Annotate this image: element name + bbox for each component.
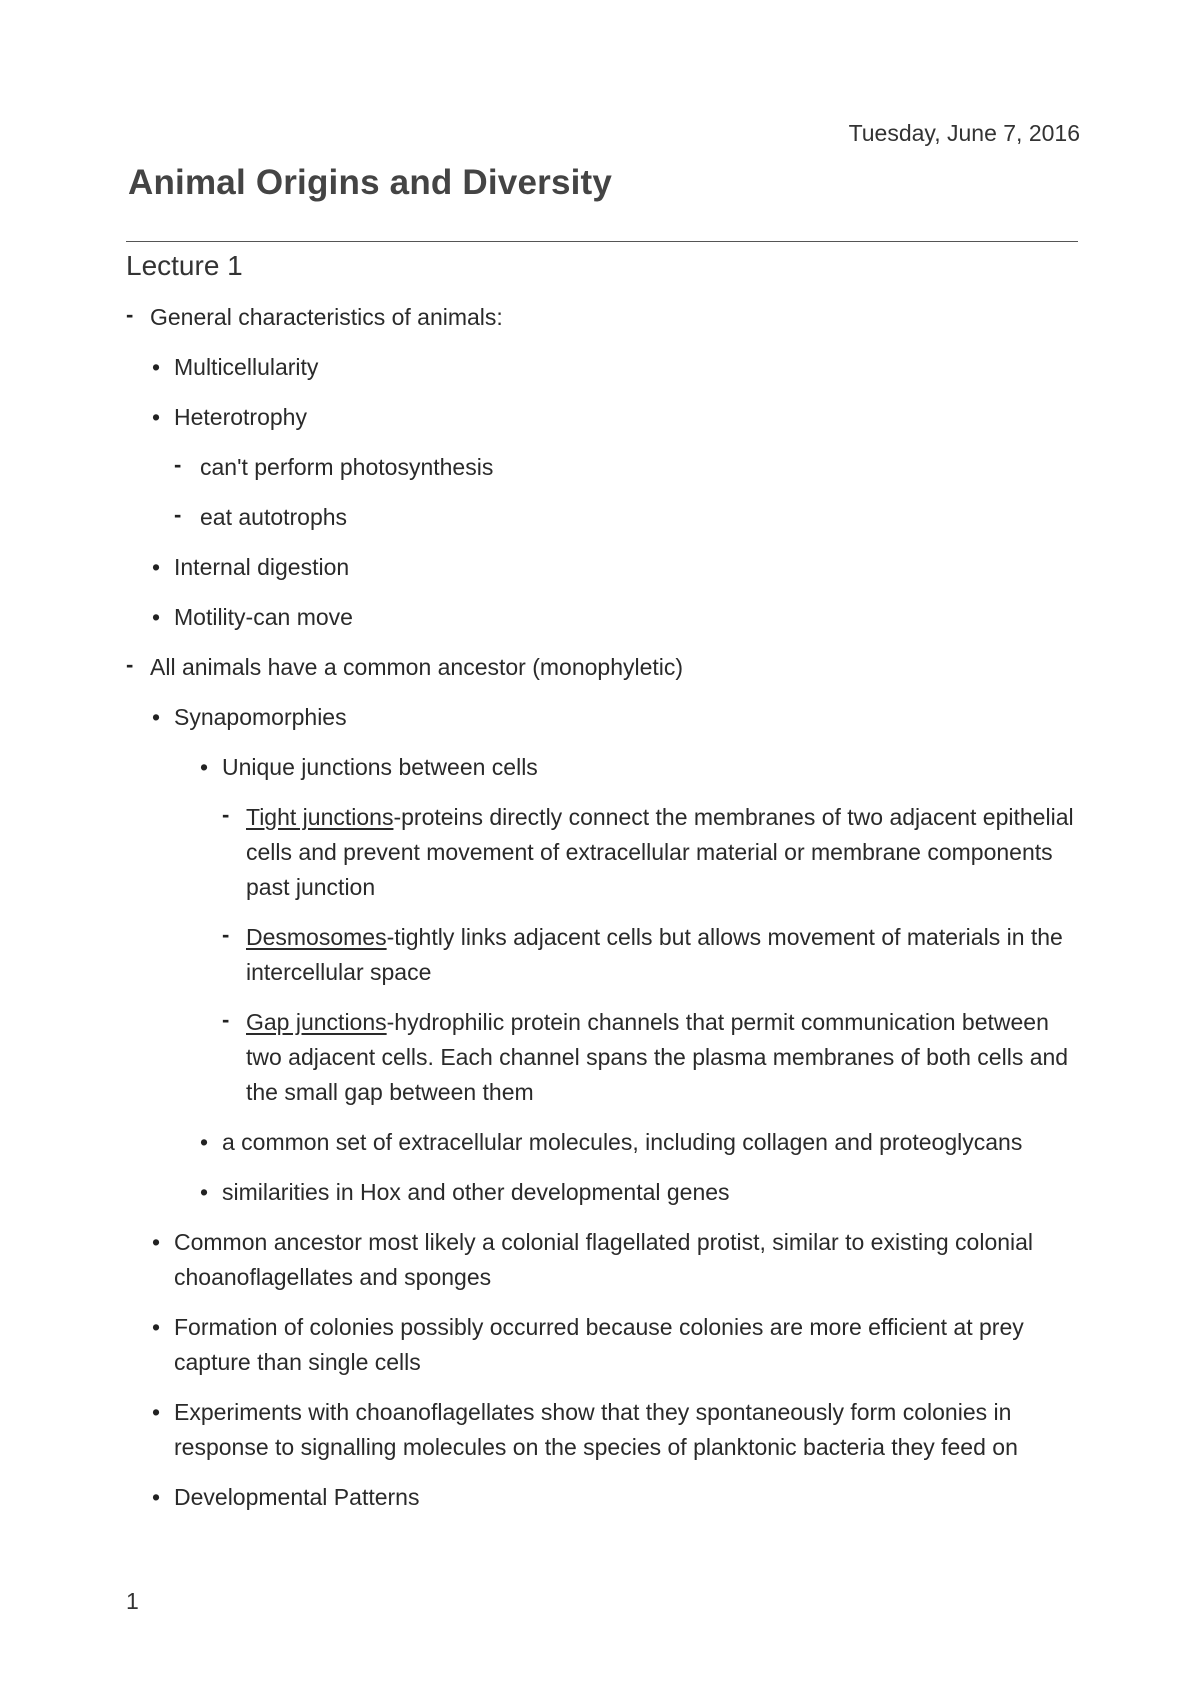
list-item	[126, 1005, 1076, 1110]
bullet-marker: •	[152, 1314, 161, 1340]
item-text: Unique junctions between cells	[222, 754, 538, 780]
list-item	[126, 750, 1076, 785]
item-text: Synapomorphies	[174, 704, 347, 730]
bullet-marker: •	[152, 1229, 161, 1255]
item-text: Motility-can move	[174, 604, 353, 630]
page-number: 1	[126, 1588, 139, 1614]
list-item	[126, 450, 1076, 485]
page-title: Animal Origins and Diversity	[128, 163, 613, 202]
bullet-marker: •	[152, 354, 161, 380]
notes-list	[126, 300, 1076, 1530]
list-item	[126, 650, 1076, 685]
dash-marker: -	[126, 652, 134, 677]
item-text: Heterotrophy	[174, 404, 307, 430]
item-text: Common ancestor most likely a colonial flagellated protist, similar to existing colonial choanoflagellates and sponges	[174, 1229, 1034, 1290]
list-item	[126, 350, 1076, 385]
item-text: Formation of colonies possibly occurred because colonies are more efficient at prey capture than single cells	[174, 1314, 1024, 1375]
item-text: a common set of extracellular molecules, including collagen and proteoglycans	[222, 1129, 1023, 1155]
item-text: Experiments with choanoflagellates show that they spontaneously form colonies in response to signalling molecules on the species of planktonic bacteria they feed on	[174, 1399, 1018, 1460]
note-date: Tuesday, June 7, 2016	[848, 120, 1080, 146]
bullet-marker: •	[152, 1399, 161, 1425]
dash-marker: -	[222, 922, 230, 947]
list-item	[126, 600, 1076, 635]
bullet-marker: •	[152, 1484, 161, 1510]
dash-marker: -	[174, 502, 182, 527]
dash-marker: -	[222, 802, 230, 827]
bullet-marker: •	[152, 604, 161, 630]
item-text: Internal digestion	[174, 554, 350, 580]
list-item	[126, 1480, 1076, 1515]
list-item	[126, 1225, 1076, 1295]
item-text: eat autotrophs	[200, 504, 348, 530]
item-text: All animals have a common ancestor (monophyletic)	[150, 654, 684, 680]
list-item	[126, 1175, 1076, 1210]
section-heading: Lecture 1	[126, 250, 243, 281]
bullet-marker: •	[200, 1129, 209, 1155]
bullet-marker: •	[200, 1179, 209, 1205]
dash-marker: -	[174, 452, 182, 477]
list-item	[126, 800, 1076, 905]
bullet-marker: •	[200, 754, 209, 780]
item-text: -proteins directly connect the membranes of two adjacent epithelial cells and prevent movement of extracellular material or membrane components past junction	[246, 804, 1074, 900]
item-text: Developmental Patterns	[174, 1484, 420, 1510]
list-item	[126, 920, 1076, 990]
item-text: General characteristics of animals:	[150, 304, 503, 330]
term-label: Tight junctions	[246, 804, 394, 830]
list-item	[126, 1125, 1076, 1160]
list-item	[126, 500, 1076, 535]
bullet-marker: •	[152, 704, 161, 730]
list-item	[126, 550, 1076, 585]
item-text: -tightly links adjacent cells but allows movement of materials in the intercellular space	[246, 924, 1063, 985]
item-text: similarities in Hox and other developmental genes	[222, 1179, 730, 1205]
bullet-marker: •	[152, 554, 161, 580]
list-item	[126, 400, 1076, 435]
list-item	[126, 1310, 1076, 1380]
list-item	[126, 700, 1076, 735]
bullet-marker: •	[152, 404, 161, 430]
item-text: -hydrophilic protein channels that permit communication between two adjacent cells. Each channel spans the plasma membranes of both cells and the small gap between them	[246, 1009, 1069, 1105]
item-text: Multicellularity	[174, 354, 319, 380]
item-text: can't perform photosynthesis	[200, 454, 494, 480]
list-item	[126, 1395, 1076, 1465]
term-label: Gap junctions	[246, 1009, 387, 1035]
term-label: Desmosomes	[246, 924, 387, 950]
list-item	[126, 300, 1076, 335]
dash-marker: -	[126, 302, 134, 327]
title-divider	[126, 241, 1078, 242]
dash-marker: -	[222, 1007, 230, 1032]
